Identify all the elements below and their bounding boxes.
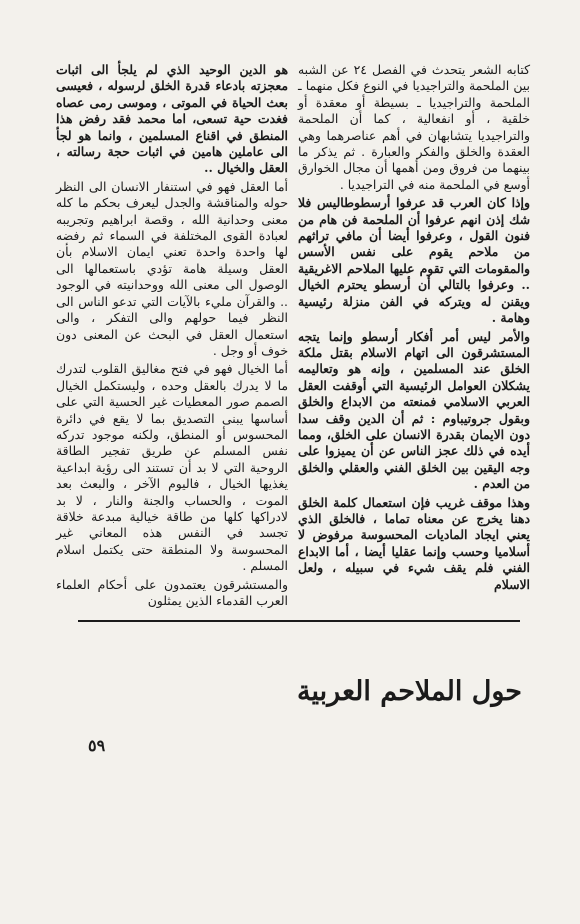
paragraph: كتابه الشعر يتحدث في الفصل ٢٤ عن الشبه بين الملحمة والتراجيديا في النوع فكل منهما ـ الملحمة والتراجيديا ـ بسيطة أو معقدة أو خلقية ، أو انفعالية ، كما أن الملحمة والتراجيديا يتشابهان في أهم عناصرهما وهي العقدة والخلق والفكر والعبارة . ثم يذكر ما بينهما من فروق ومن أهمها أن مجال الخوارق أوسع في الملحمة منه في التراجيديا . xyxy=(298,62,530,192)
text-column-left xyxy=(56,62,288,608)
paragraph: والمستشرقون يعتمدون على أحكام العلماء العرب القدماء الذين يمثلون xyxy=(56,576,288,608)
paragraph: وإذا كان العرب قد عرفوا أرسطوطاليس فلا شك إذن انهم عرفوا أن الملحمة فن هام من فنون القول ، وعرفوا أيضا أن مافي تراثهم من ملاحم يقوم على نفس الأسس والمقومات التي تقوم عليها الملاحم الاغريقية .. وعرفوا بالتالي أن أرسطو يحترم الخيال ويقنن له ويتركه في الفن منزلة رئيسية وهامة . xyxy=(298,195,530,326)
paragraph: أما العقل فهو في استنفار الانسان الى النظر حوله والمناقشة والجدل ليعرف بحكم ما كله معنى وحدانية الله ، وقصة ابراهيم وتجريبه لعبادة القوى المختلفة في السماء ثم رفضه لها واحدة واحدة تعني ايمان الاسلام بأن العقل وسيلة هامة تؤدي باستعمالها الى الوصول الى معنى الله ووحدانيته في الوجود .. والقرآن مليء بالآيات التي تدعو الناس الى النظر فيما حولهم والى التفكر ، والى استعمال العقل في البحث عن المعنى دون خوف أو وجل . xyxy=(56,178,288,358)
paragraph: وهذا موقف غريب فإن استعمال كلمة الخلق دهنا يخرج عن معناه تماما ، فالخلق الذي يعني ايجاد الماديات المحسوسة مرفوض لا أسلاميا وحسب وإنما عقليا أيضا ، أما الابداع الفني فلم يقف شيء في سبيله ، ولعل الاسلام xyxy=(298,494,530,592)
section-heading: حول الملاحم العربية xyxy=(297,676,522,707)
text-column-right xyxy=(298,62,530,600)
paragraph: والأمر ليس أمر أفكار أرسطو وإنما يتجه المستشرقون الى اتهام الاسلام بقتل ملكة الخلق عند المسلمين ، وإنه هو وتعاليمه يشكلان العوامل الرئيسية التي أوقفت العقل العربي الاسلامي فمنعته من الابداع والخلق وبقول جروتيباوم : ثم أن الدين وقف سدا دون الايمان بقدرة الانسان على الخلق، ومما أيده في ذلك عجز الناس عن أن يميزوا على وجه اليقين بين الخلق الفني والعقلي والخلق من العدم . xyxy=(298,328,530,492)
paragraph: هو الدين الوحيد الذي لم يلجأ الى اثبات معجزته بادعاء قدرة الخلق لرسوله ، فعيسى بعث الحياة في الموتى ، وموسى رمى عصاه فغدت حية تسعى، اما محمد فقد رفض هذا المنطق في اقناع المسلمين ، وانما هو لجأ الى عاملين هامين في اثبات حجة رسالته ، العقل والخيال .. xyxy=(56,62,288,176)
section-divider xyxy=(78,620,520,622)
page-number: ٥٩ xyxy=(88,736,106,755)
paragraph: أما الخيال فهو في فتح مغاليق القلوب لتدرك ما لا يدرك بالعقل وحده ، وليستكمل الخيال الصمم صور المعطيات غير الحسية التي على أساسها يبنى التصديق بما لا يقع في دائرة المحسوس أو المنطق، ولكنه موجود تدركه نفس المسلم عن طريق تفجير الطاقة الروحية التي لا بد أن تستند الى رؤية ابداعية يغذيها الخيال ، فاليوم الآخر ، والبعث بعد الموت ، والحساب والجنة والنار ، لا بد لادراكها كلها من طاقة خيالية مبدعة خلاقة تجسد في النفس هذه المعاني غير المحسوسة ولا المنطقة حتى يكتمل اسلام المسلم . xyxy=(56,361,288,574)
